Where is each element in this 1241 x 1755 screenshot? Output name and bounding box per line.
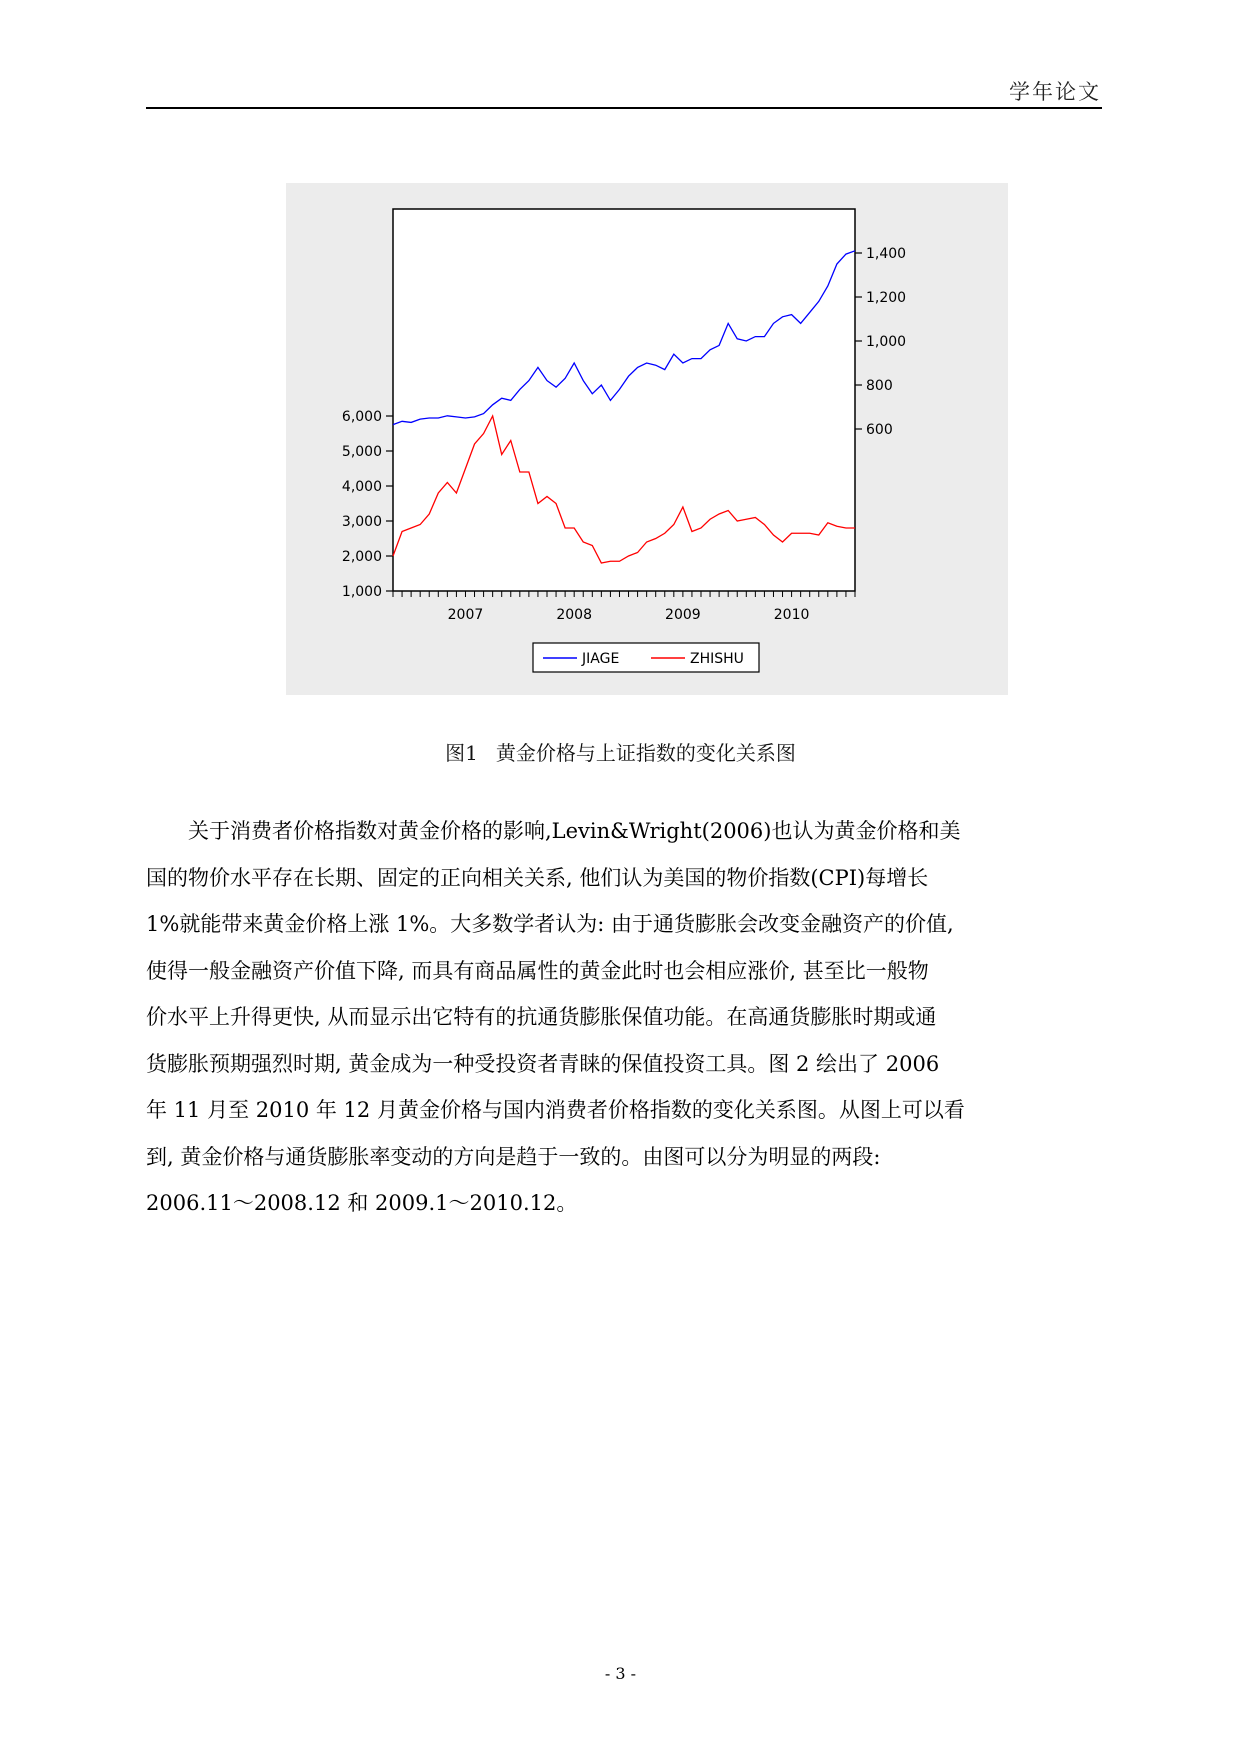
right-axis-tick-label: 1,400: [866, 246, 907, 262]
right-axis-tick-label: 1,000: [866, 334, 907, 350]
chart-figure: [286, 183, 1008, 695]
left-axis-tick-label: 2,000: [341, 549, 382, 565]
paragraph-line: 国的物价水平存在长期、固定的正向相关关系, 他们认为美国的物价指数(CPI)每增长: [146, 865, 929, 890]
left-axis-tick-label: 1,000: [341, 584, 382, 600]
left-axis-tick-label: 3,000: [341, 514, 382, 530]
paragraph-line: 货膨胀预期强烈时期, 黄金成为一种受投资者青睐的保值投资工具。图 2 绘出了 2006: [146, 1051, 940, 1076]
left-axis-tick-label: 5,000: [341, 444, 382, 460]
page-number: - 3 -: [604, 1664, 637, 1683]
body-paragraph: [146, 808, 1102, 1227]
figure-caption-text: 黄金价格与上证指数的变化关系图: [495, 741, 796, 765]
paragraph-line: 1%就能带来黄金价格上涨 1%。大多数学者认为: 由于通货膨胀会改变金融资产的价值,: [146, 912, 954, 936]
chart-svg: [286, 183, 1008, 695]
figure-number: 图1: [445, 741, 478, 765]
header-rule: [146, 107, 1102, 109]
legend: [533, 643, 759, 672]
paragraph-line: 到, 黄金价格与通货膨胀率变动的方向是趋于一致的。由图可以分为明显的两段:: [146, 1144, 881, 1169]
plot-area: [393, 209, 855, 591]
paragraph-line: 价水平上升得更快, 从而显示出它特有的抗通货膨胀保值功能。在高通货膨胀时期或通: [146, 1005, 937, 1029]
right-axis-tick-label: 600: [866, 422, 893, 438]
x-axis-year-label: 2009: [665, 607, 701, 623]
left-axis-tick-label: 4,000: [341, 479, 382, 495]
page-header-title: 学年论文: [1009, 80, 1101, 104]
paragraph-line: 年 11 月至 2010 年 12 月黄金价格与国内消费者价格指数的变化关系图。从图上可以看: [146, 1098, 965, 1122]
right-axis-tick-label: 800: [866, 378, 893, 394]
right-axis-tick-label: 1,200: [866, 290, 907, 306]
paragraph-line: 使得一般金融资产价值下降, 而具有商品属性的黄金此时也会相应涨价, 甚至比一般物: [146, 958, 929, 983]
x-axis-year-label: 2007: [447, 607, 484, 623]
left-axis-tick-label: 6,000: [341, 409, 382, 425]
x-axis-year-label: 2010: [773, 607, 810, 623]
paragraph-line: 关于消费者价格指数对黄金价格的影响,Levin&Wright(2006)也认为黄金价格和美: [188, 819, 961, 843]
x-axis-year-label: 2008: [556, 607, 592, 623]
legend-label-zhishu: ZHISHU: [690, 651, 744, 667]
legend-label-jiage: JIAGE: [582, 651, 620, 667]
figure-caption: [0, 737, 1241, 766]
paragraph-line: 2006.11～2008.12 和 2009.1～2010.12。: [146, 1191, 578, 1215]
